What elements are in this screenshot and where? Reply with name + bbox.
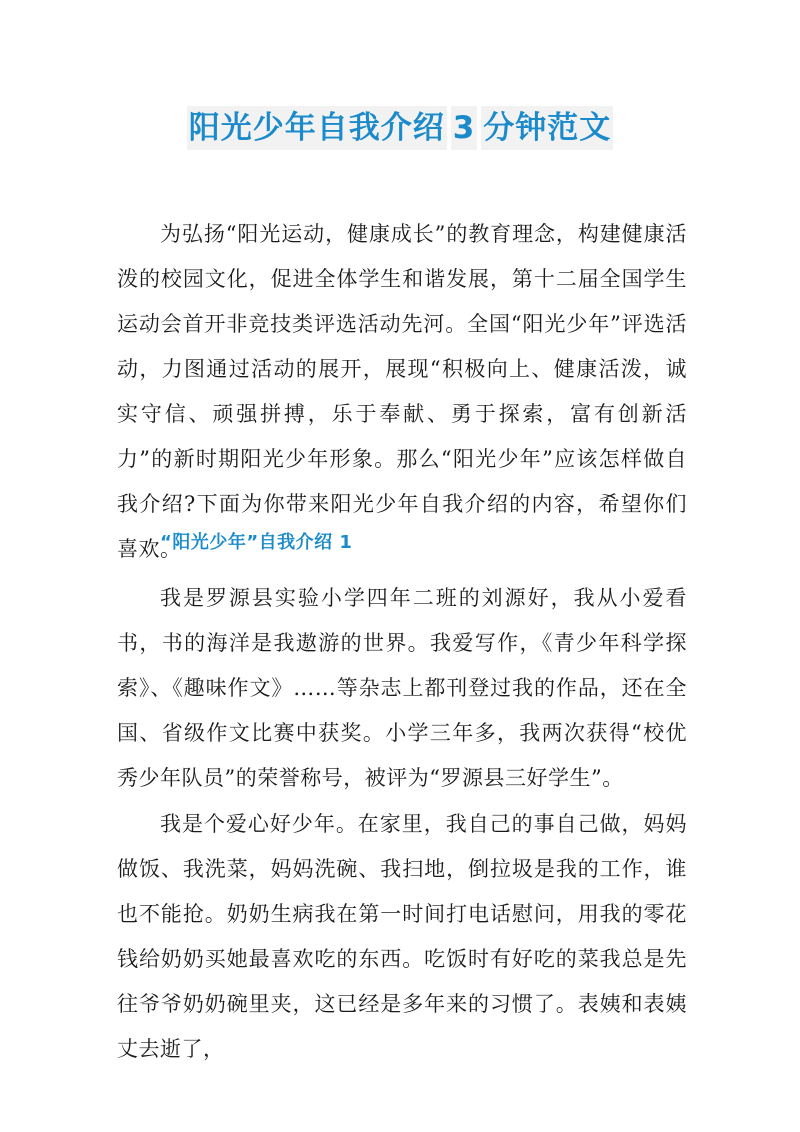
section-paragraph-block-1 xyxy=(117,576,687,801)
title-segment-suffix: 分钟范文 xyxy=(481,106,613,150)
section-paragraph: 我是罗源县实验小学四年二班的刘源好，我从小爱看书，书的海洋是我遨游的世界。我爱写作，《青少年科学探索》、《趣味作文》……等杂志上都刊登过我的作品，还在全国、省级作文比赛中获奖。小学三年多，我两次获得“校优秀少年队员”的荣誉称号，被评为“罗源县三好学生”。 xyxy=(117,586,687,790)
intro-paragraph-block xyxy=(117,212,687,572)
section-paragraph-block-2 xyxy=(117,802,687,1072)
title-segment-number: 3 xyxy=(451,106,478,150)
section-heading: “阳光少年”自我介绍 1 xyxy=(160,532,353,553)
section-paragraph: 我是个爱心好少年。在家里，我自己的事自己做，妈妈做饭、我洗菜，妈妈洗碗、我扫地，倒拉圾是我的工作，谁也不能抢。奶奶生病我在第一时间打电话慰问，用我的零花钱给奶奶买她最喜欢吃的东西。吃饭时有好吃的菜我总是先往爷爷奶奶碗里夹，这已经是多年来的习惯了。表姨和表姨丈去逝了， xyxy=(117,812,687,1061)
page-title xyxy=(0,106,800,150)
intro-paragraph: 为弘扬“阳光运动，健康成长”的教育理念，构建健康活泼的校园文化，促进全体学生和谐发展，第十二届全国学生运动会首开非竞技类评选活动先河。全国“阳光少年”评选活动，力图通过活动的展开，展现“积极向上、健康活泼，诚实守信、顽强拼搏，乐于奉献、勇于探索，富有创新活力”的新时期阳光少年形象。那么“阳光少年”应该怎样做自我介绍?下面为你带来阳光少年自我介绍的内容，希望你们喜欢。 xyxy=(117,222,687,561)
title-segment-main: 阳光少年自我介绍 xyxy=(187,106,447,150)
